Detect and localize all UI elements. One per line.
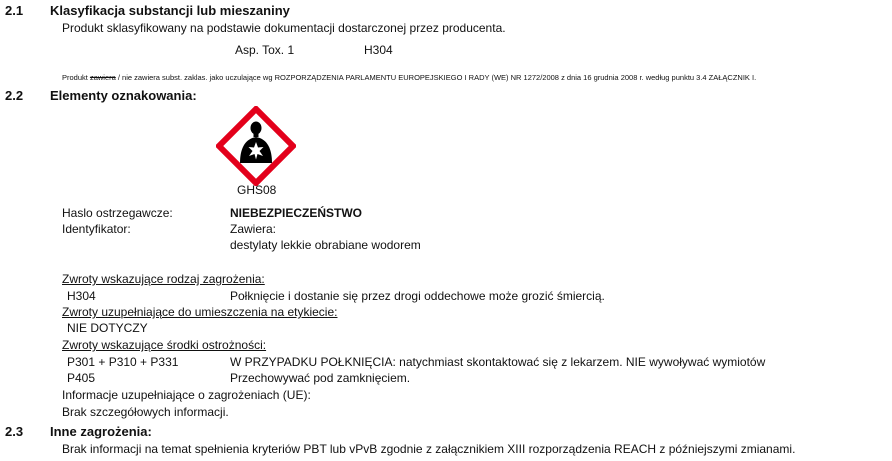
- section-title-labelling: Elementy oznakowania:: [50, 88, 197, 103]
- identifier-label: Identyfikator:: [62, 222, 131, 236]
- sensitizer-note: [62, 73, 756, 82]
- precautionary-statement-2-text: Przechowywać pod zamknięciem.: [230, 371, 411, 385]
- supplemental-statements-heading: Zwroty uzupełniające do umieszczenia na etykiecie:: [62, 305, 338, 319]
- hazard-statement-text: Połknięcie i dostanie się przez drogi oddechowe może grozić śmiercią.: [230, 289, 605, 303]
- classification-label: Asp. Tox. 1: [235, 43, 295, 57]
- precautionary-statements-heading: Zwroty wskazujące środki ostrożności:: [62, 338, 267, 352]
- eu-hazard-info-label: Informacje uzupełniające o zagrożeniach (UE):: [62, 388, 311, 402]
- section-number-2-2: 2.2: [5, 88, 24, 103]
- section-title-other-hazards: Inne zagrożenia:: [50, 424, 152, 439]
- classification-text: Produkt sklasyfikowany na podstawie dokumentacji dostarczonej przez producenta.: [62, 21, 506, 35]
- section-title-classification: Klasyfikacja substancji lub mieszaniny: [50, 3, 290, 18]
- hazard-statements-heading: Zwroty wskazujące rodzaj zagrożenia:: [62, 272, 265, 286]
- sensitizer-note-rest: / nie zawiera subst. zaklas. jako uczulające wg ROZPORZĄDZENIA PARLAMENTU EUROPEJSKIEGO I RADY (WE) NR 1272/2008 z dnia 16 grudnia 2008 r. według punktu 3.4 ZAŁĄCZNIK I.: [115, 73, 757, 82]
- signal-word-value: NIEBEZPIECZEŃSTWO: [230, 206, 363, 220]
- precautionary-statement-1-text: W PRZYPADKU POŁKNIĘCIA: natychmiast skontaktować się z lekarzem. NIE wywoływać wymiotów: [230, 355, 766, 369]
- pictogram-label: GHS08: [237, 183, 277, 197]
- precautionary-statement-2-code: P405: [67, 371, 96, 385]
- sensitizer-note-struck: zawiera: [89, 73, 116, 82]
- section-number-2-3: 2.3: [5, 424, 24, 439]
- section-number-2-1: 2.1: [5, 3, 24, 18]
- eu-hazard-info-value: Brak szczegółowych informacji.: [62, 405, 229, 419]
- precautionary-statement-1-code: P301 + P310 + P331: [67, 355, 179, 369]
- hazard-statement-code: H304: [67, 289, 96, 303]
- other-hazards-text: Brak informacji na temat spełnienia kryteriów PBT lub vPvB zgodnie z załącznikiem XIII rozporządzenia REACH z późniejszymi zmianami.: [62, 442, 796, 456]
- classification-code: H304: [364, 43, 393, 57]
- signal-word-label: Haslo ostrzegawcze:: [62, 206, 173, 220]
- sensitizer-note-pre: Produkt: [62, 73, 90, 82]
- identifier-contains: Zawiera:: [230, 222, 277, 236]
- supplemental-statements-value: NIE DOTYCZY: [67, 321, 148, 335]
- ghs08-health-hazard-icon: [216, 106, 296, 186]
- identifier-substance: destylaty lekkie obrabiane wodorem: [230, 238, 421, 252]
